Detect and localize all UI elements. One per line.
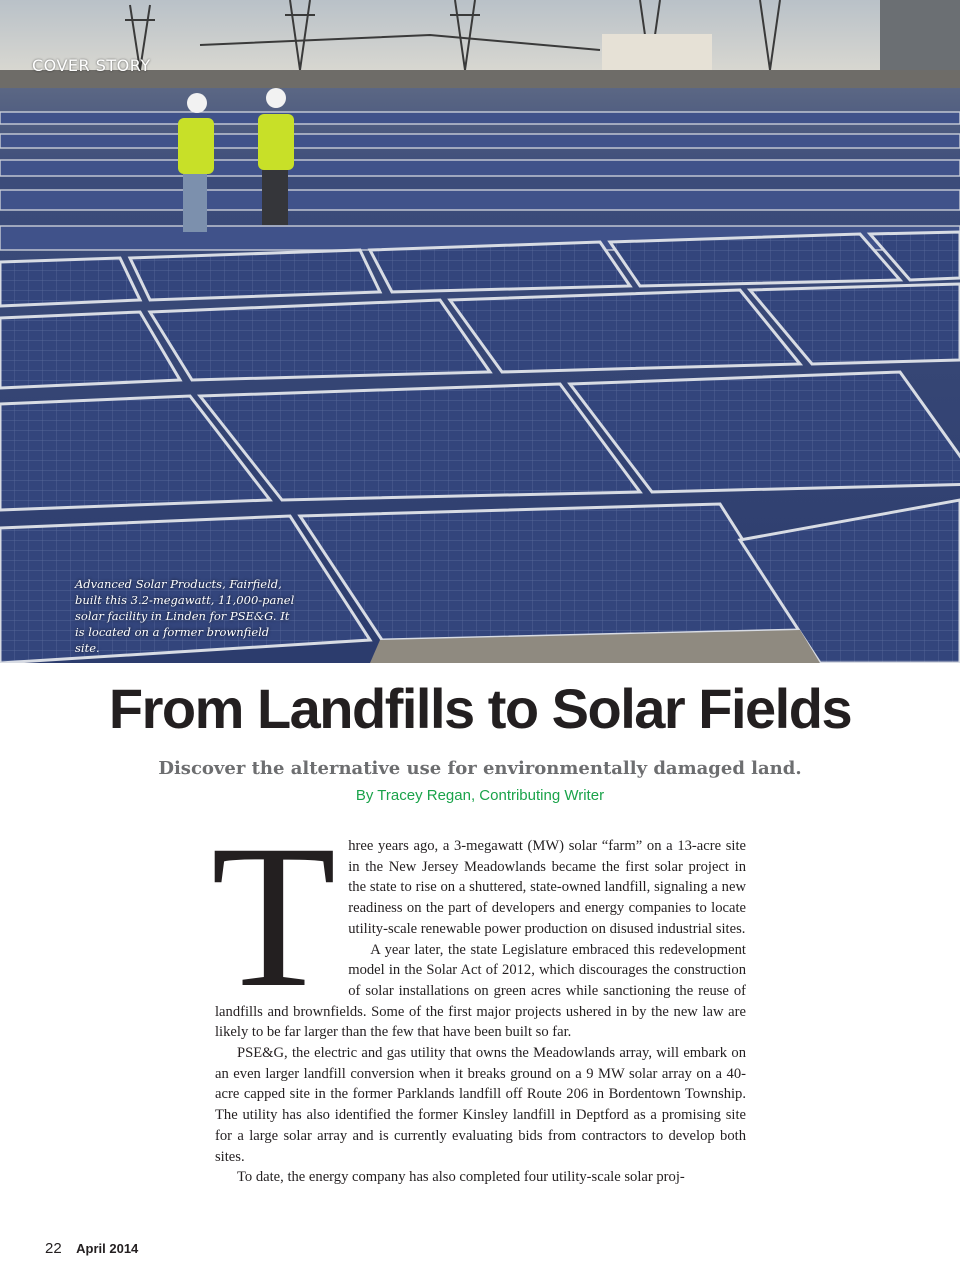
body-paragraph-1: hree years ago, a 3-megawatt (MW) solar “farm” on a 13-acre site in the New Jersey Meadowlands became the first solar project in the state to rise on a shuttered, state-owned landfill, signaling a new readiness on the part of developers and energy companies to locate utility-scale renewable power production on disused industrial sites. — [348, 838, 746, 937]
article-subtitle: Discover the alternative use for environmentally damaged land. — [158, 758, 802, 779]
section-label: COVER STORY — [32, 56, 151, 75]
body-paragraph-4: To date, the energy company has also completed four utility-scale solar proj- — [237, 1169, 685, 1186]
issue-date: April 2014 — [76, 1241, 139, 1256]
page-number: 22 — [45, 1240, 62, 1257]
body-paragraph-3: PSE&G, the electric and gas utility that owns the Meadowlands array, will embark on an even larger landfill conversion when it breaks ground on a 9 MW solar array on a 40-acre capped site in the former Parklands landfill off Route 206 in Bordentown Township. The utility has also identified the former Kinsley landfill in Deptford as a promising site for a large solar array and is currently evaluating bids from contractors to develop both sites. — [215, 1045, 746, 1165]
article-body — [211, 803, 746, 1188]
photo-caption: Advanced Solar Products, Fairfield, built this 3.2-megawatt, 11,000-panel solar facility in Linden for PSE&G. It is located on a former brownfield site. — [75, 577, 295, 655]
article-byline: By Tracey Regan, Contributing Writer — [355, 787, 605, 804]
article-headline: From Landfills to Solar Fields — [108, 677, 852, 740]
body-paragraph-2: A year later, the state Legislature embraced this redevelopment model in the Solar Act of 2012, which discourages the construction of solar installations on green acres while sanctioning the reuse of landfills and brownfields. Some of the first major projects ushered in by the new law are likely to be far larger than the few that have been built so far. — [215, 941, 746, 1041]
drop-cap: T — [211, 803, 337, 1030]
page-footer — [45, 1240, 138, 1258]
